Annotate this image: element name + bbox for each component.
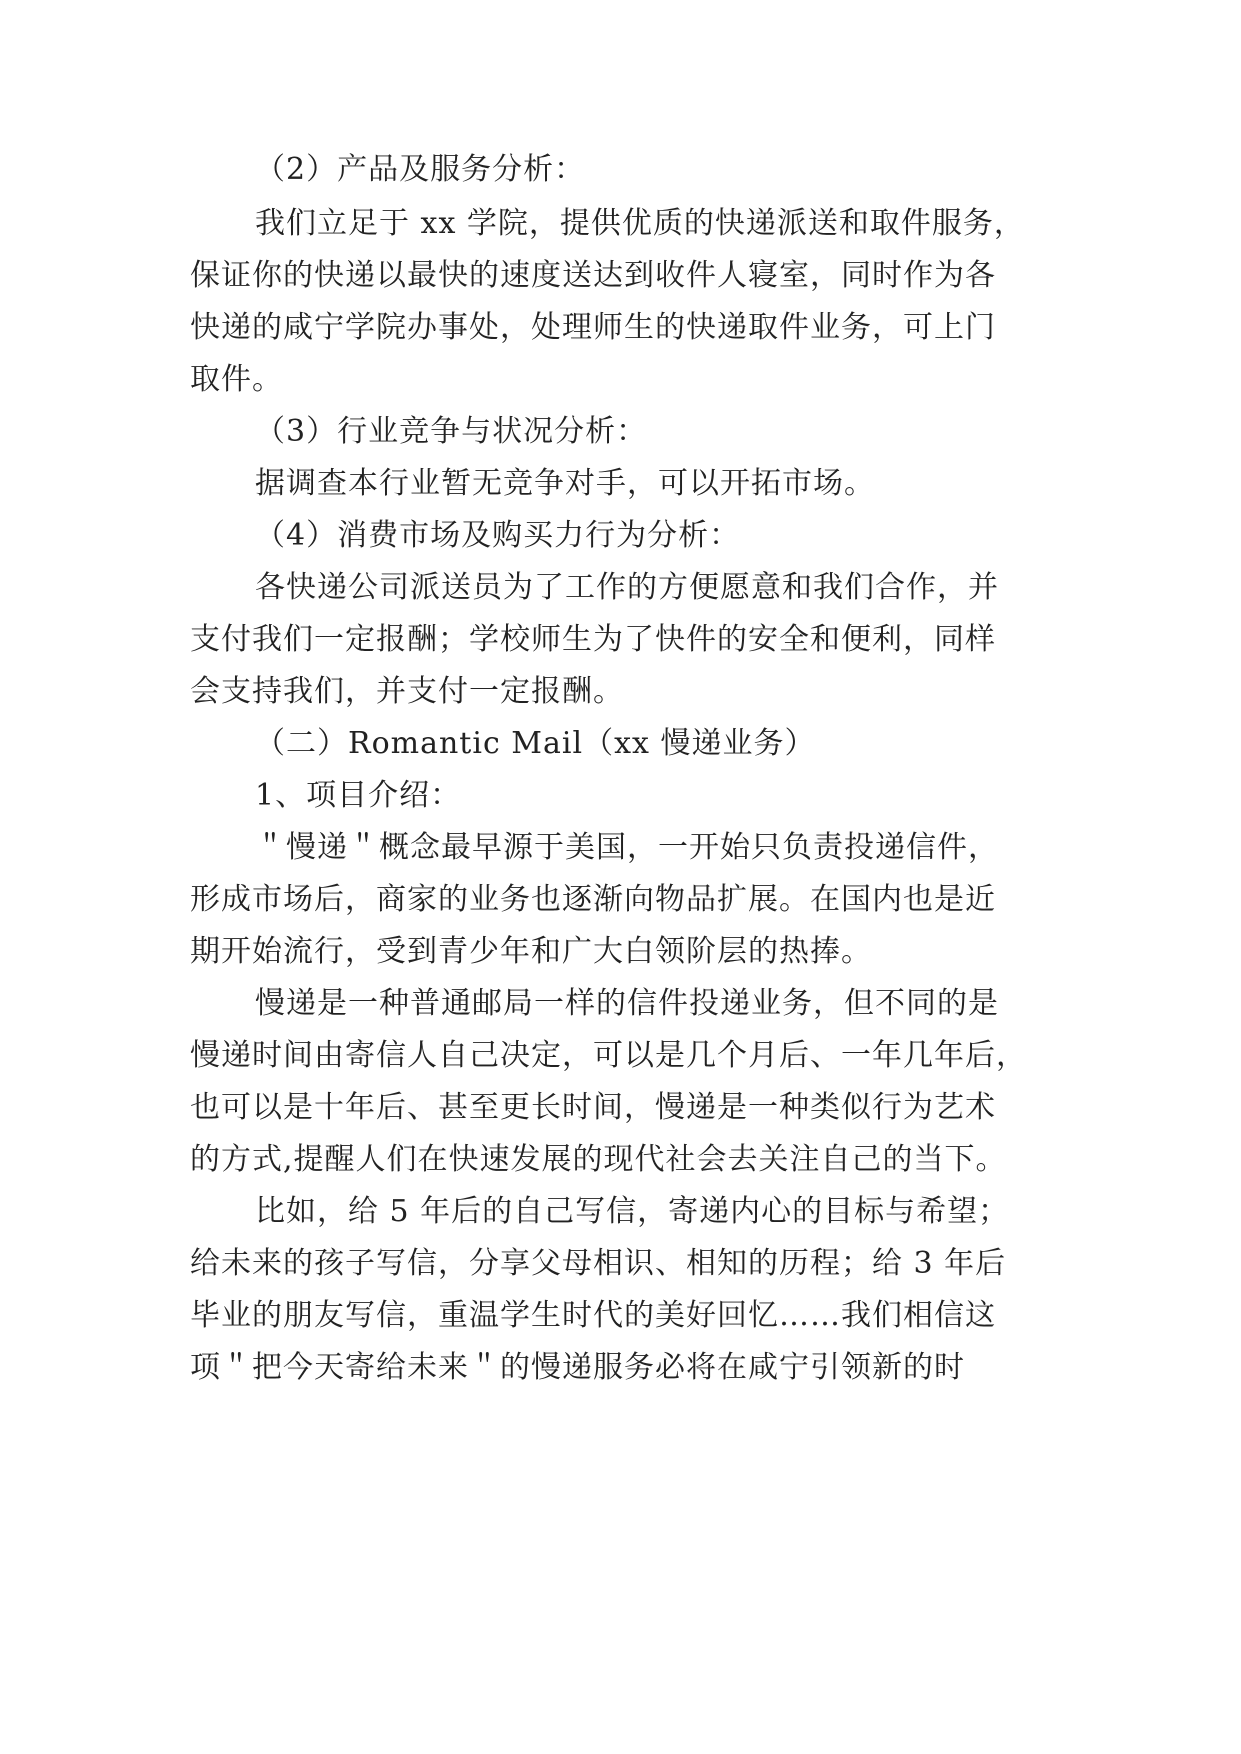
paragraph-line: 期开始流行，受到青少年和广大白领阶层的热捧。 [190,934,872,969]
paragraph-line: 保证你的快递以最快的速度送达到收件人寝室，同时作为各 [190,258,996,293]
heading-consumer-market-analysis: （4）消费市场及购买力行为分析： [255,518,741,553]
paragraph-line: 快递的咸宁学院办事处，处理师生的快递取件业务，可上门 [190,310,996,345]
paragraph-line: 慢递是一种普通邮局一样的信件投递业务，但不同的是 [255,986,999,1021]
heading-project-introduction: 1、项目介绍： [255,778,462,813]
paragraph-line: 取件。 [190,362,283,397]
paragraph-line: 的方式,提醒人们在快速发展的现代社会去关注自己的当下。 [190,1142,1007,1177]
paragraph-line: 会支持我们，并支付一定报酬。 [190,674,624,709]
paragraph-line: 比如，给 5 年后的自己写信，寄递内心的目标与希望； [255,1194,1010,1229]
paragraph-line: 形成市场后，商家的业务也逐渐向物品扩展。在国内也是近 [190,882,996,917]
paragraph-line: 毕业的朋友写信，重温学生时代的美好回忆……我们相信这 [190,1298,996,1333]
paragraph-line: ＂慢递＂概念最早源于美国，一开始只负责投递信件， [255,830,999,865]
paragraph-line: 据调查本行业暂无竞争对手，可以开拓市场。 [255,466,875,501]
paragraph-line: 给未来的孩子写信，分享父母相识、相知的历程；给 3 年后 [190,1246,1007,1281]
paragraph-line: 支付我们一定报酬；学校师生为了快件的安全和便利，同样 [190,622,996,657]
paragraph-line: 慢递时间由寄信人自己决定，可以是几个月后、一年几年后， [190,1038,1027,1073]
heading-product-service-analysis: （2）产品及服务分析： [255,152,586,187]
heading-romantic-mail: （二）Romantic Mail（xx 慢递业务） [255,726,816,761]
paragraph-line: 我们立足于 xx 学院，提供优质的快递派送和取件服务， [255,206,1025,241]
paragraph-line: 各快递公司派送员为了工作的方便愿意和我们合作，并 [255,570,999,605]
paragraph-line: 项＂把今天寄给未来＂的慢递服务必将在咸宁引领新的时 [190,1350,965,1385]
heading-competition-analysis: （3）行业竞争与状况分析： [255,414,648,449]
paragraph-line: 也可以是十年后、甚至更长时间，慢递是一种类似行为艺术 [190,1090,996,1125]
